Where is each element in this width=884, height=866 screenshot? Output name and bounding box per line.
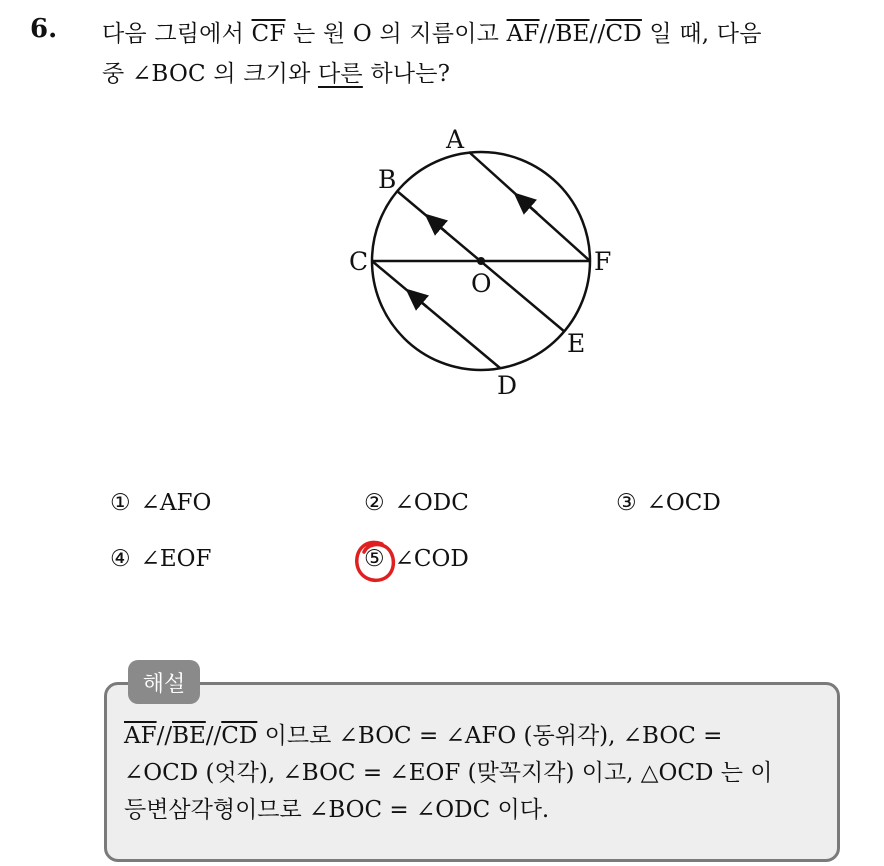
parallel-symbol: // xyxy=(589,21,606,47)
segment-cd: $\overline{CD}$ xyxy=(221,723,258,749)
label-a: A xyxy=(446,125,465,154)
parallel-symbol: // xyxy=(539,21,556,47)
parallel-symbol: // xyxy=(205,723,222,749)
choice-number: ④ xyxy=(110,546,131,572)
question-line-2 xyxy=(102,54,872,94)
question-text-part: 는 원 O 의 지름이고 xyxy=(293,21,500,47)
choice-label: ∠OCD xyxy=(646,490,721,516)
explanation-line-3: 등변삼각형이므로 ∠BOC = ∠ODC 이다. xyxy=(124,797,550,823)
question-text-part: 의 크기와 xyxy=(213,61,311,87)
question-text-part: 다음 그림에서 xyxy=(102,21,245,47)
choice-number: ② xyxy=(364,490,385,516)
parallel-symbol: // xyxy=(156,723,173,749)
explanation-text-part: 이므로 ∠BOC = ∠AFO (동위각), ∠BOC = xyxy=(264,723,723,749)
segment-be: $\overline{BE}$ xyxy=(555,21,590,47)
choice-number: ③ xyxy=(616,490,637,516)
segment-af: $\overline{AF}$ xyxy=(506,21,540,47)
question-text-part: 일 때, 다음 xyxy=(649,21,762,47)
choice-number: ⑤ xyxy=(364,546,385,572)
question-number: 6. xyxy=(30,14,58,44)
circle-figure xyxy=(340,120,640,410)
explanation-tag: 해설 xyxy=(128,660,200,704)
label-f: F xyxy=(594,247,612,276)
choice-3[interactable] xyxy=(616,490,721,516)
label-e: E xyxy=(567,329,586,358)
segment-be: $\overline{BE}$ xyxy=(172,723,206,749)
explanation-line-2: ∠OCD (엇각), ∠BOC = ∠EOF (맞꼭지각) 이고, △OCD 는 이 xyxy=(124,760,773,786)
arrow-be xyxy=(432,220,446,232)
choice-number: ① xyxy=(110,490,131,516)
segment-cf: $\overline{CF}$ xyxy=(251,21,286,47)
explanation-line-1 xyxy=(124,718,834,755)
label-c: C xyxy=(349,247,369,276)
question-text-part: 중 xyxy=(102,61,125,87)
segment-af: $\overline{AF}$ xyxy=(124,723,157,749)
question-text-part: 하나는? xyxy=(370,61,451,87)
choice-label: ∠ODC xyxy=(394,490,469,516)
choice-label: ∠COD xyxy=(394,546,469,572)
label-o: O xyxy=(471,269,492,298)
underlined-word: 다른 xyxy=(318,61,363,87)
label-d: D xyxy=(497,371,518,400)
question-text xyxy=(102,14,872,94)
arrow-af xyxy=(521,199,537,213)
question-line-1 xyxy=(102,14,872,54)
angle-boc: ∠BOC xyxy=(131,61,206,87)
choice-2[interactable] xyxy=(364,490,469,516)
choice-4[interactable] xyxy=(110,546,212,572)
answer-circle-stroke xyxy=(357,542,394,580)
center-point-o xyxy=(477,257,485,265)
choice-1[interactable] xyxy=(110,490,211,516)
answer-circle-mark xyxy=(352,538,398,586)
choice-label: ∠EOF xyxy=(140,546,212,572)
arrow-cd xyxy=(413,295,427,307)
explanation-text xyxy=(124,718,834,829)
choice-label: ∠AFO xyxy=(140,490,212,516)
segment-cd: $\overline{CD}$ xyxy=(605,21,642,47)
label-b: B xyxy=(378,165,397,194)
